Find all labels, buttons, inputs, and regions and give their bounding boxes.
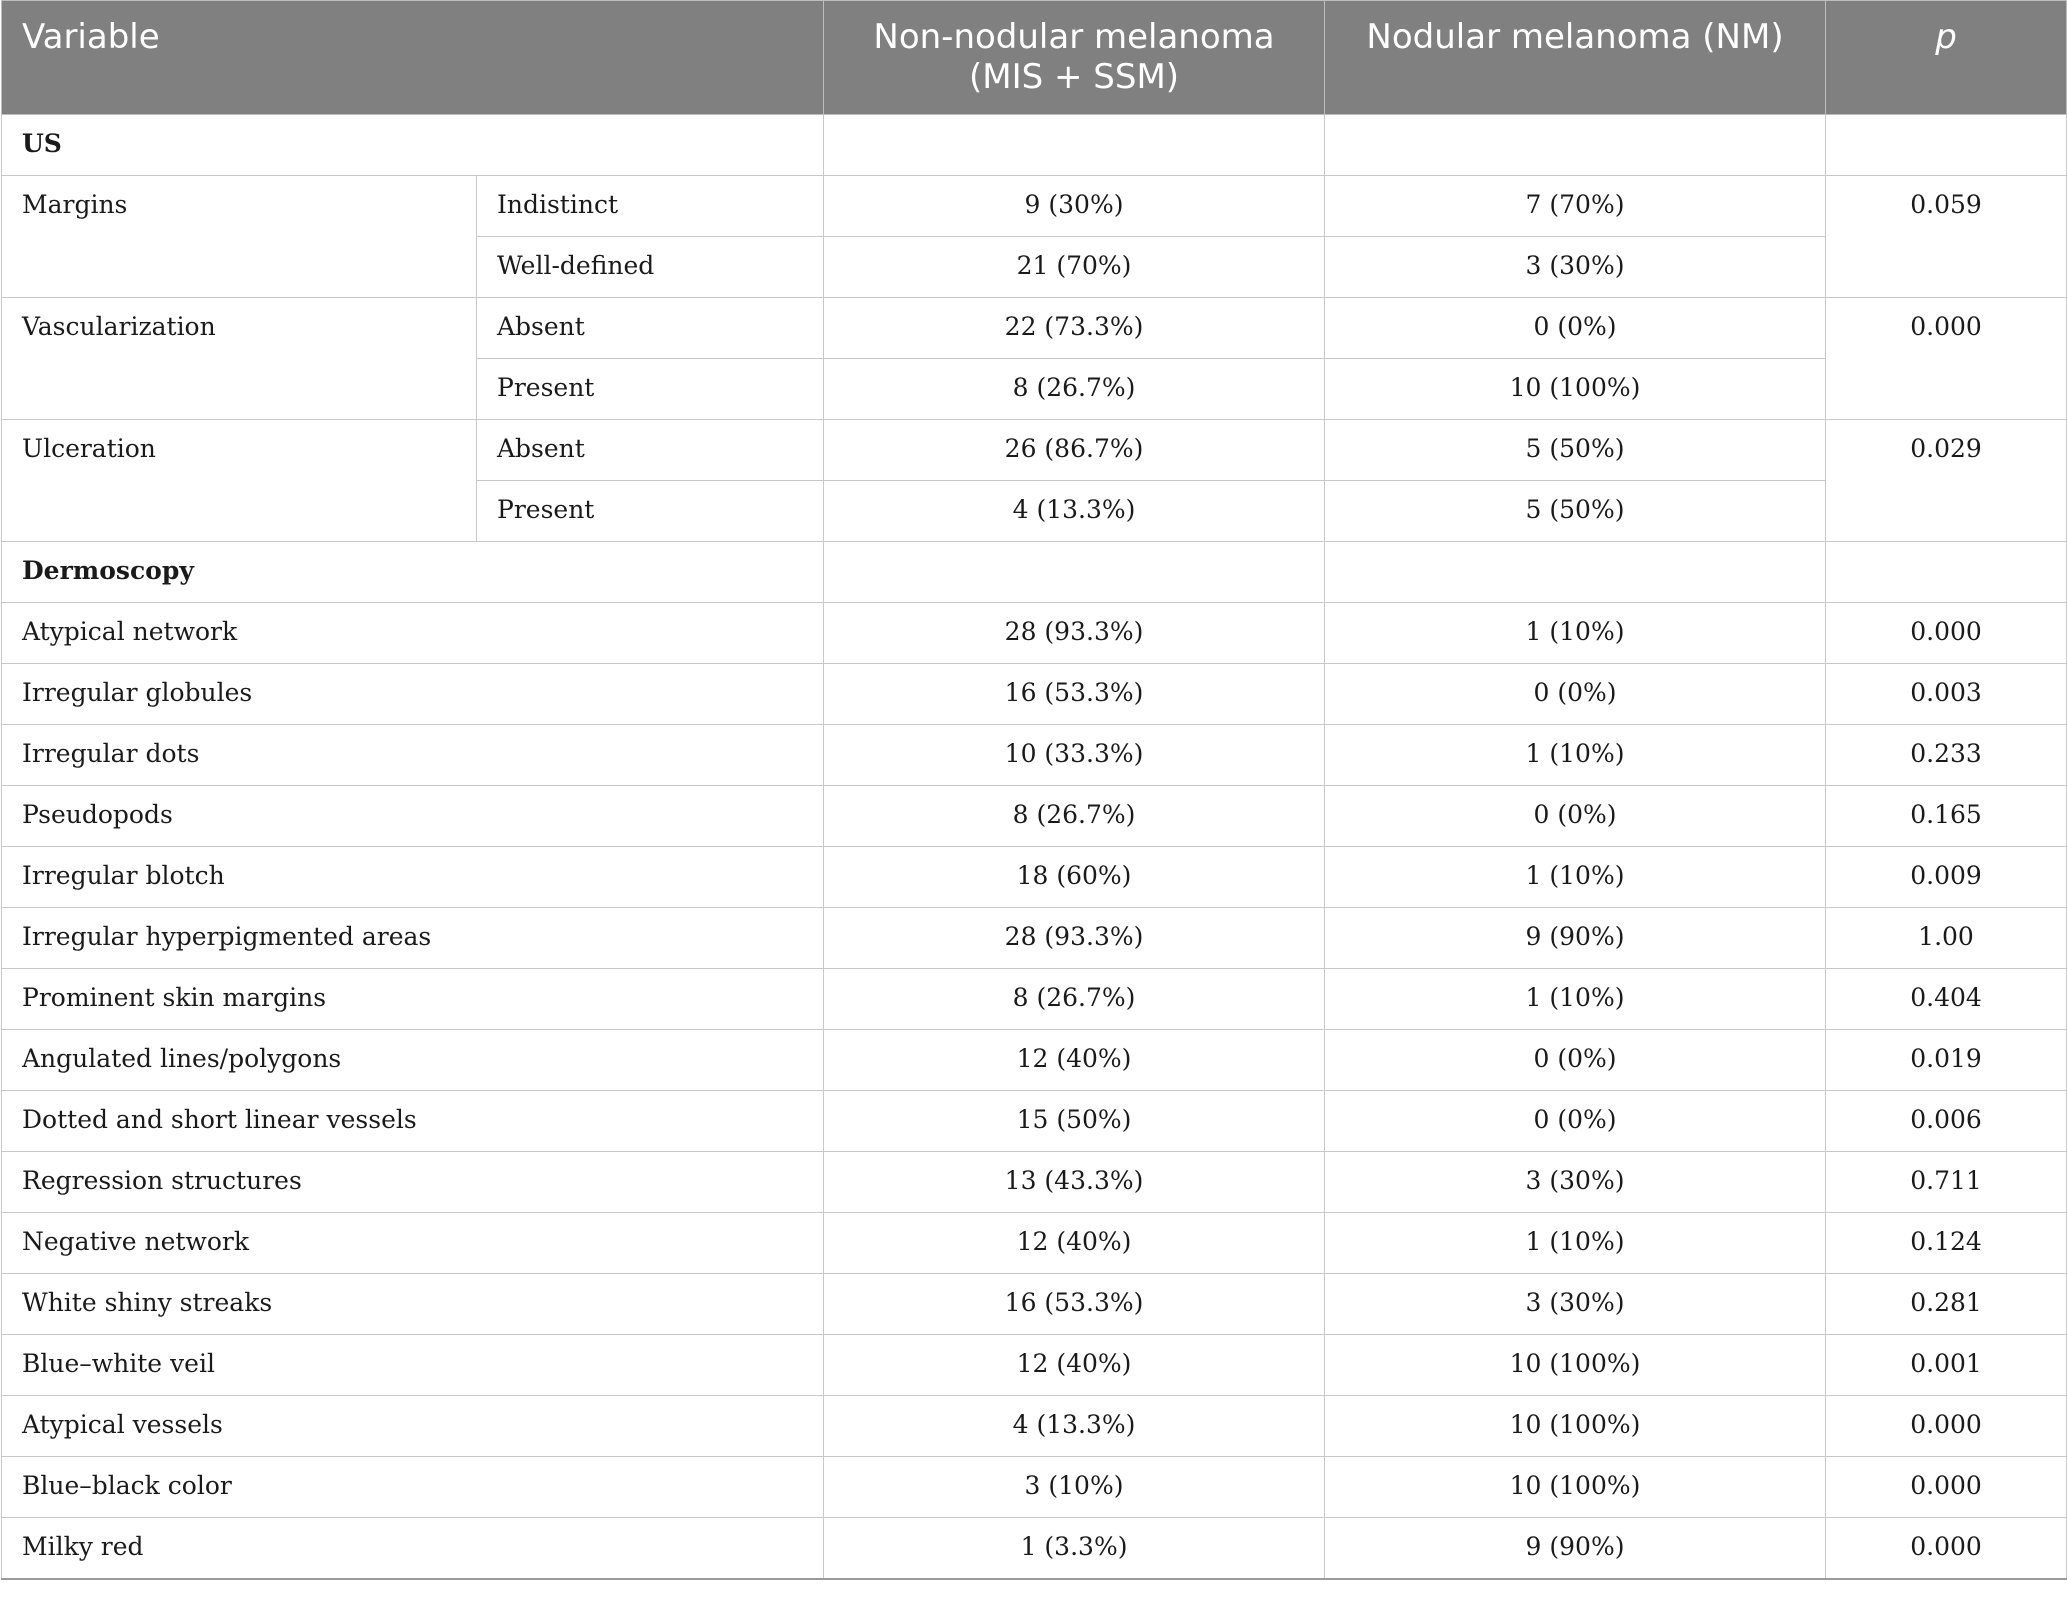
non-nodular-value: 1 (3.3%) (824, 1518, 1325, 1579)
non-nodular-value: 8 (26.7%) (824, 786, 1325, 847)
group-label-margins: Margins (2, 176, 477, 298)
group-label-ulceration: Ulceration (2, 420, 477, 542)
table-row (2, 1518, 2067, 1579)
nodular-value: 1 (10%) (1325, 969, 1826, 1030)
p-value: 0.000 (1826, 1396, 2067, 1457)
section-label-dermoscopy: Dermoscopy (2, 542, 824, 603)
table-row (2, 1396, 2067, 1457)
p-value: 0.029 (1826, 420, 2067, 542)
nodular-value: 1 (10%) (1325, 603, 1826, 664)
variable-label: Blue–white veil (2, 1335, 824, 1396)
p-value: 0.006 (1826, 1091, 2067, 1152)
non-nodular-value: 16 (53.3%) (824, 664, 1325, 725)
nodular-value: 0 (0%) (1325, 664, 1826, 725)
section-row-us (2, 115, 2067, 176)
variable-label: Atypical vessels (2, 1396, 824, 1457)
non-nodular-value: 22 (73.3%) (824, 298, 1325, 359)
header-non-nodular: Non-nodular melanoma (MIS + SSM) (824, 1, 1325, 115)
sub-label: Present (477, 359, 824, 420)
p-value: 0.059 (1826, 176, 2067, 298)
p-value: 0.000 (1826, 298, 2067, 420)
non-nodular-value: 28 (93.3%) (824, 603, 1325, 664)
p-value: 0.000 (1826, 1457, 2067, 1518)
empty-cell (1325, 115, 1826, 176)
variable-label: Dotted and short linear vessels (2, 1091, 824, 1152)
variable-label: Irregular hyperpigmented areas (2, 908, 824, 969)
non-nodular-value: 21 (70%) (824, 237, 1325, 298)
header-row (2, 1, 2067, 115)
non-nodular-value: 18 (60%) (824, 847, 1325, 908)
non-nodular-value: 4 (13.3%) (824, 1396, 1325, 1457)
table-row (2, 1091, 2067, 1152)
table-row (2, 664, 2067, 725)
nodular-value: 10 (100%) (1325, 359, 1826, 420)
non-nodular-value: 12 (40%) (824, 1335, 1325, 1396)
p-value: 0.000 (1826, 603, 2067, 664)
p-value: 0.165 (1826, 786, 2067, 847)
header-p-value: p (1826, 1, 2067, 115)
empty-cell (1826, 542, 2067, 603)
variable-label: Atypical network (2, 603, 824, 664)
header-nodular: Nodular melanoma (NM) (1325, 1, 1826, 115)
nodular-value: 10 (100%) (1325, 1396, 1826, 1457)
non-nodular-value: 13 (43.3%) (824, 1152, 1325, 1213)
table-row (2, 298, 2067, 359)
group-label-vascularization: Vascularization (2, 298, 477, 420)
p-value: 0.000 (1826, 1518, 2067, 1579)
nodular-value: 9 (90%) (1325, 1518, 1826, 1579)
table-row (2, 1457, 2067, 1518)
sub-label: Absent (477, 420, 824, 481)
section-label-us: US (2, 115, 824, 176)
nodular-value: 7 (70%) (1325, 176, 1826, 237)
table-row (2, 969, 2067, 1030)
nodular-value: 0 (0%) (1325, 298, 1826, 359)
variable-label: Prominent skin margins (2, 969, 824, 1030)
table-row (2, 786, 2067, 847)
non-nodular-value: 15 (50%) (824, 1091, 1325, 1152)
nodular-value: 0 (0%) (1325, 786, 1826, 847)
non-nodular-value: 28 (93.3%) (824, 908, 1325, 969)
nodular-value: 1 (10%) (1325, 1213, 1826, 1274)
p-value: 0.003 (1826, 664, 2067, 725)
variable-label: White shiny streaks (2, 1274, 824, 1335)
nodular-value: 5 (50%) (1325, 420, 1826, 481)
sub-label: Well-defined (477, 237, 824, 298)
nodular-value: 5 (50%) (1325, 481, 1826, 542)
non-nodular-value: 10 (33.3%) (824, 725, 1325, 786)
variable-label: Irregular blotch (2, 847, 824, 908)
nodular-value: 3 (30%) (1325, 237, 1826, 298)
variable-label: Irregular globules (2, 664, 824, 725)
nodular-value: 0 (0%) (1325, 1030, 1826, 1091)
sub-label: Indistinct (477, 176, 824, 237)
nodular-value: 10 (100%) (1325, 1457, 1826, 1518)
p-value: 0.124 (1826, 1213, 2067, 1274)
results-table (1, 0, 2067, 1580)
empty-cell (824, 542, 1325, 603)
p-value: 0.233 (1826, 725, 2067, 786)
non-nodular-value: 26 (86.7%) (824, 420, 1325, 481)
non-nodular-value: 3 (10%) (824, 1457, 1325, 1518)
table-row (2, 176, 2067, 237)
p-value: 0.711 (1826, 1152, 2067, 1213)
variable-label: Regression structures (2, 1152, 824, 1213)
nodular-value: 3 (30%) (1325, 1152, 1826, 1213)
empty-cell (824, 115, 1325, 176)
table-row (2, 1152, 2067, 1213)
variable-label: Irregular dots (2, 725, 824, 786)
table-row (2, 1335, 2067, 1396)
p-value: 0.281 (1826, 1274, 2067, 1335)
section-row-dermoscopy (2, 542, 2067, 603)
p-value: 0.019 (1826, 1030, 2067, 1091)
table-row (2, 1030, 2067, 1091)
table-row (2, 847, 2067, 908)
p-value: 0.404 (1826, 969, 2067, 1030)
table-row (2, 603, 2067, 664)
p-value: 0.001 (1826, 1335, 2067, 1396)
non-nodular-value: 8 (26.7%) (824, 969, 1325, 1030)
table-row (2, 1274, 2067, 1335)
non-nodular-value: 16 (53.3%) (824, 1274, 1325, 1335)
variable-label: Milky red (2, 1518, 824, 1579)
empty-cell (1325, 542, 1826, 603)
table-row (2, 908, 2067, 969)
table-row (2, 725, 2067, 786)
nodular-value: 1 (10%) (1325, 847, 1826, 908)
nodular-value: 0 (0%) (1325, 1091, 1826, 1152)
non-nodular-value: 9 (30%) (824, 176, 1325, 237)
sub-label: Absent (477, 298, 824, 359)
variable-label: Angulated lines/polygons (2, 1030, 824, 1091)
nodular-value: 1 (10%) (1325, 725, 1826, 786)
nodular-value: 3 (30%) (1325, 1274, 1826, 1335)
sub-label: Present (477, 481, 824, 542)
non-nodular-value: 4 (13.3%) (824, 481, 1325, 542)
nodular-value: 10 (100%) (1325, 1335, 1826, 1396)
empty-cell (1826, 115, 2067, 176)
p-value: 1.00 (1826, 908, 2067, 969)
non-nodular-value: 12 (40%) (824, 1213, 1325, 1274)
p-value: 0.009 (1826, 847, 2067, 908)
table-row (2, 420, 2067, 481)
nodular-value: 9 (90%) (1325, 908, 1826, 969)
variable-label: Blue–black color (2, 1457, 824, 1518)
non-nodular-value: 8 (26.7%) (824, 359, 1325, 420)
variable-label: Pseudopods (2, 786, 824, 847)
variable-label: Negative network (2, 1213, 824, 1274)
non-nodular-value: 12 (40%) (824, 1030, 1325, 1091)
header-variable: Variable (2, 1, 824, 115)
table-row (2, 1213, 2067, 1274)
